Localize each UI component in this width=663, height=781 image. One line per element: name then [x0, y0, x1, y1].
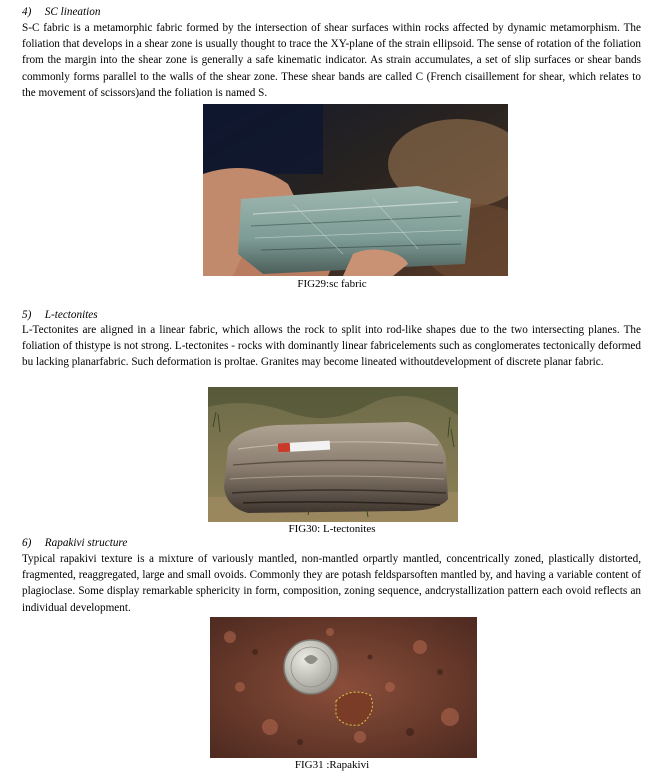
section-paragraph-rapakivi: Typical rapakivi texture is a mixture of variously mantled, non-mantled orpartly mantled, concentrically zoned, plastically distorted, fragmented, reaggregated, large and small ovoids. Commonly they are potash feldsparsoften mantled by, and having a variable content of plagioclase. Some display remarkable sphericity in form, composition, zoning sequence, andcrystallization pattern each ovoid reflects an individual development. [22, 553, 641, 614]
section-heading-sc-lineation [22, 6, 100, 18]
figure-sc-fabric-photo [203, 104, 508, 276]
figure-rapakivi-photo [210, 617, 477, 758]
figure-caption-l-tectonites: FIG30: L-tectonites [288, 523, 376, 535]
figure-caption-sc-fabric: FIG29:sc fabric [297, 278, 367, 290]
section-number: 5) [22, 309, 32, 321]
section-heading-rapakivi [22, 537, 127, 549]
figure-caption-rapakivi: FIG31 :Rapakivi [294, 759, 370, 771]
section-title: SC lineation [44, 6, 101, 18]
section-number: 6) [22, 537, 32, 549]
section-paragraph-sc-lineation: S-C fabric is a metamorphic fabric formed by the intersection of shear surfaces within rocks affected by dynamic metamorphism. The foliation that develops in a shear zone is usually thought to trace the XY-plane of the strain ellipsoid. The sense of rotation of the foliation from the margin into the shear zone is generally a safe kinematic indicator. As strain accumulates, a set of slip surfaces or shear bands commonly forms parallel to the walls of the shear zone. These shear bands are called C (French cisaillement for shear, which relates to the movement of scissors)and the foliation is named S. [22, 22, 641, 99]
section-title: Rapakivi structure [44, 537, 128, 549]
section-title: L-tectonites [44, 309, 98, 321]
section-paragraph-l-tectonites: L-Tectonites are aligned in a linear fabric, which allows the rock to split into rod-like shapes due to the two intersecting planes. The foliation of thistype is not strong. L-tectonites - rocks with dominantly linear fabricelements such as conglomerates tectonically deformed bu lacking planarfabric. Such deformation is proltae. Granites may become lineated withoutdevelopment of discrete planar fabric. [22, 324, 641, 369]
section-heading-l-tectonites [22, 309, 98, 321]
figure-l-tectonites-photo [208, 387, 458, 522]
section-number: 4) [22, 6, 32, 18]
